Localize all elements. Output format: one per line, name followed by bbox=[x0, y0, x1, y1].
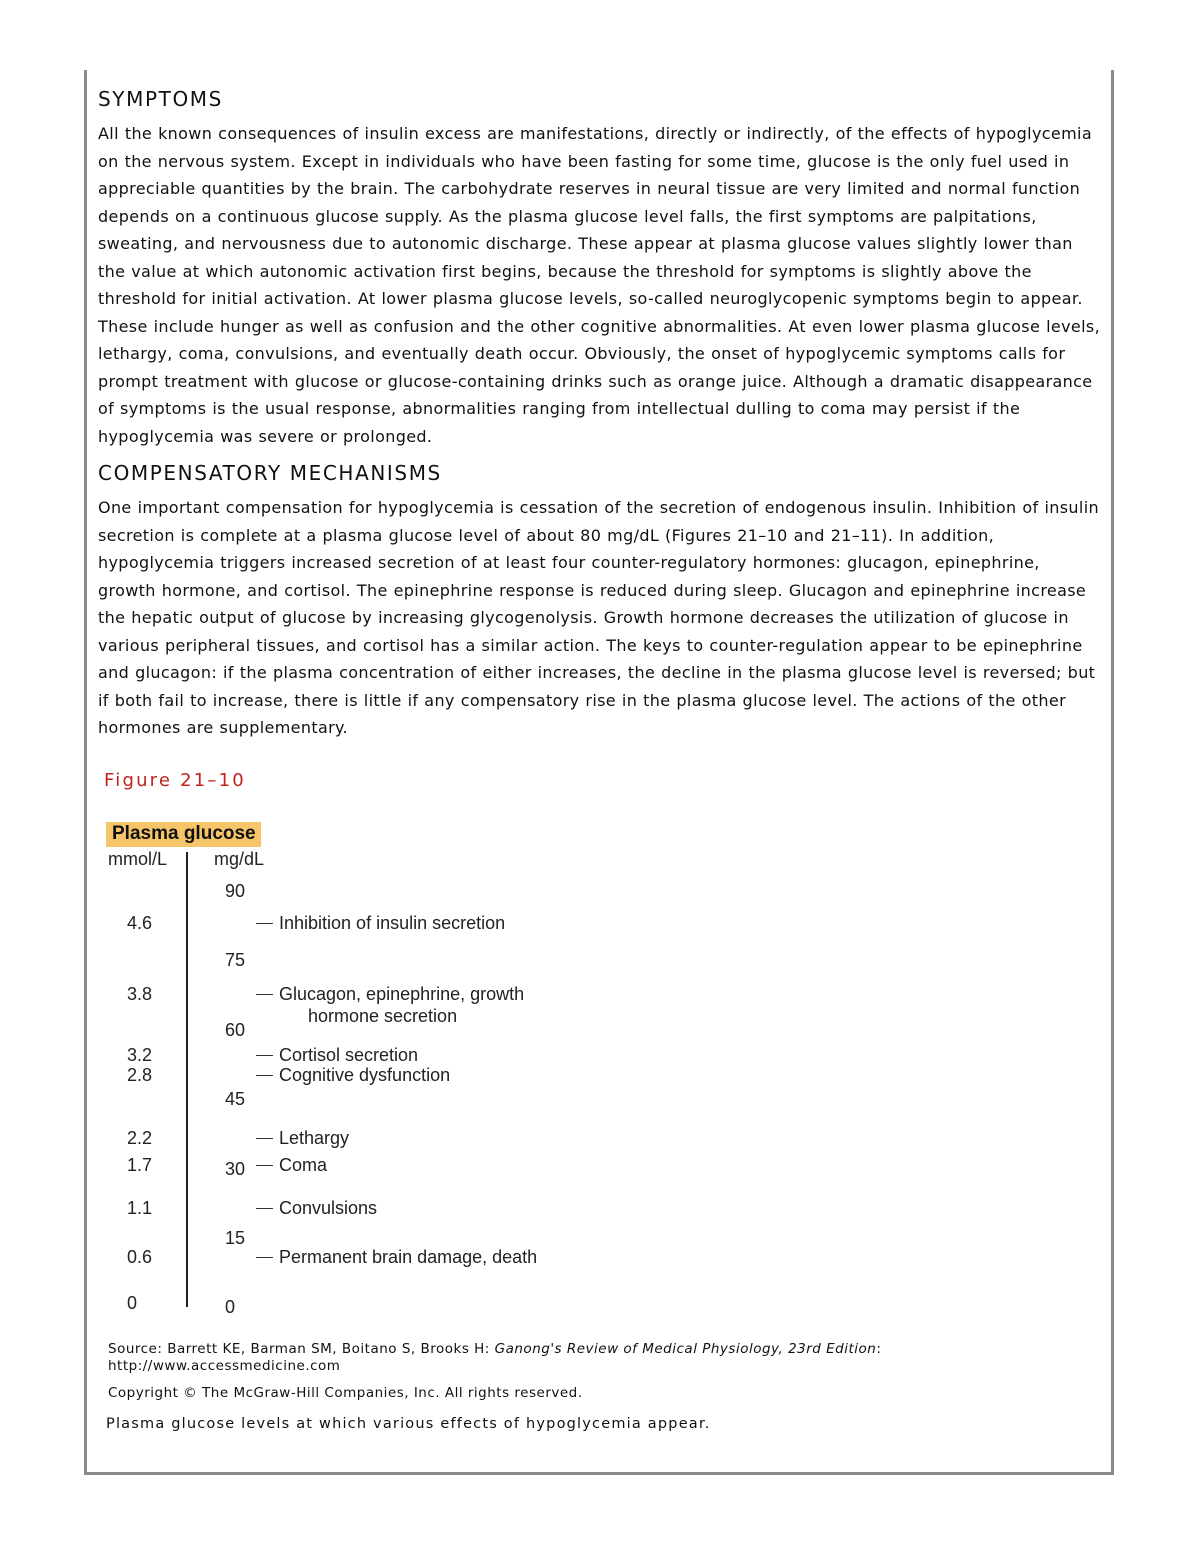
compensatory-heading: COMPENSATORY MECHANISMS bbox=[98, 461, 442, 485]
mgdl-tick: 60 bbox=[225, 1020, 246, 1040]
effect-label: Cognitive dysfunction bbox=[256, 1065, 450, 1086]
unit-mgdl: mg/dL bbox=[214, 849, 265, 869]
mgdl-tick: 45 bbox=[225, 1089, 246, 1109]
compensatory-paragraph: One important compensation for hypoglycemia is cessation of the secretion of endogenous insulin. Inhibition of insulin secretion is complete at a plasma glucose level of about 80 mg/dL (Figures 21–10 and 21–11). In addition, hypoglycemia triggers increased secretion of at least four counter-regulatory hormones: glucagon, epinephrine, growth hormone, and cortisol. The epinephrine response is reduced during sleep. Glucagon and epinephrine increase the hepatic output of glucose by increasing glycogenolysis. Growth hormone decreases the utilization of glucose in various peripheral tissues, and cortisol has a similar action. The keys to counter-regulation appear to be epinephrine and glucagon: if the plasma concentration of either increases, the decline in the plasma glucose level is reversed; but if both fail to increase, there is little if any compensatory rise in the plasma glucose level. The actions of the other hormones are supplementary. bbox=[98, 498, 1099, 737]
effect-label: Glucagon, epinephrine, growth bbox=[256, 984, 524, 1005]
effect-label: Lethargy bbox=[256, 1128, 349, 1149]
mgdl-tick: 15 bbox=[225, 1228, 246, 1248]
effect-label: Coma bbox=[256, 1155, 327, 1176]
mmol-tick: 2.2 bbox=[127, 1128, 153, 1148]
plasma-glucose-figure bbox=[106, 822, 666, 1322]
mmol-tick: 3.8 bbox=[127, 984, 153, 1004]
mgdl-tick: 0 bbox=[225, 1297, 236, 1317]
mmol-tick: 2.8 bbox=[127, 1065, 153, 1085]
article-body bbox=[98, 84, 1100, 791]
effect-label: Cortisol secretion bbox=[256, 1045, 418, 1066]
mmol-tick: 0 bbox=[127, 1293, 138, 1313]
effect-label: Permanent brain damage, death bbox=[256, 1247, 537, 1268]
effect-label: Inhibition of insulin secretion bbox=[256, 913, 505, 934]
unit-mmol: mmol/L bbox=[108, 849, 168, 869]
figure-title: Figure 21–10 bbox=[104, 769, 246, 791]
source-book-title: Ganong's Review of Medical Physiology, 23rd Edition bbox=[494, 1341, 877, 1357]
mgdl-tick: 90 bbox=[225, 881, 246, 901]
symptoms-paragraph: All the known consequences of insulin excess are manifestations, directly or indirectly, of the effects of hypoglycemia on the nervous system. Except in individuals who have been fasting for some time, glucose is the only fuel used in appreciable quantities by the brain. The carbohydrate reserves in neural tissue are very limited and normal function depends on a continuous glucose supply. As the plasma glucose level falls, the first symptoms are palpitations, sweating, and nervousness due to autonomic discharge. These appear at plasma glucose values slightly lower than the value at which autonomic activation first begins, because the threshold for symptoms is slightly above the threshold for initial activation. At lower plasma glucose levels, so-called neuroglycopenic symptoms begin to appear. These include hunger as well as confusion and the other cognitive abnormalities. At even lower plasma glucose levels, lethargy, coma, convulsions, and eventually death occur. Obviously, the onset of hypoglycemic symptoms calls for prompt treatment with glucose or glucose-containing drinks such as orange juice. Although a dramatic disappearance of symptoms is the usual response, abnormalities ranging from intellectual dulling to coma may persist if the hypoglycemia was severe or prolonged. bbox=[98, 124, 1101, 446]
figure-legend: Plasma glucose levels at which various effects of hypoglycemia appear. bbox=[106, 1416, 711, 1432]
effect-label: Convulsions bbox=[256, 1198, 377, 1219]
effect-label-continuation: hormone secretion bbox=[308, 1006, 458, 1026]
copyright-notice: Copyright © The McGraw-Hill Companies, Inc. All rights reserved. bbox=[108, 1385, 583, 1401]
mmol-tick: 0.6 bbox=[127, 1247, 153, 1267]
mmol-tick: 1.7 bbox=[127, 1155, 153, 1175]
mmol-tick: 4.6 bbox=[127, 913, 153, 933]
mgdl-tick: 75 bbox=[225, 950, 246, 970]
mmol-tick: 3.2 bbox=[127, 1045, 153, 1065]
mmol-tick: 1.1 bbox=[127, 1198, 153, 1218]
symptoms-heading: SYMPTOMS bbox=[98, 87, 223, 111]
figure-header: Plasma glucose bbox=[106, 822, 261, 847]
mgdl-tick: 30 bbox=[225, 1159, 246, 1179]
figure-axis-line bbox=[186, 852, 188, 1307]
figure-source: Source: Barrett KE, Barman SM, Boitano S, Brooks H: Ganong's Review of Medical Physiology, 23rd Edition: http://www.accessmedicine.com bbox=[108, 1341, 882, 1374]
